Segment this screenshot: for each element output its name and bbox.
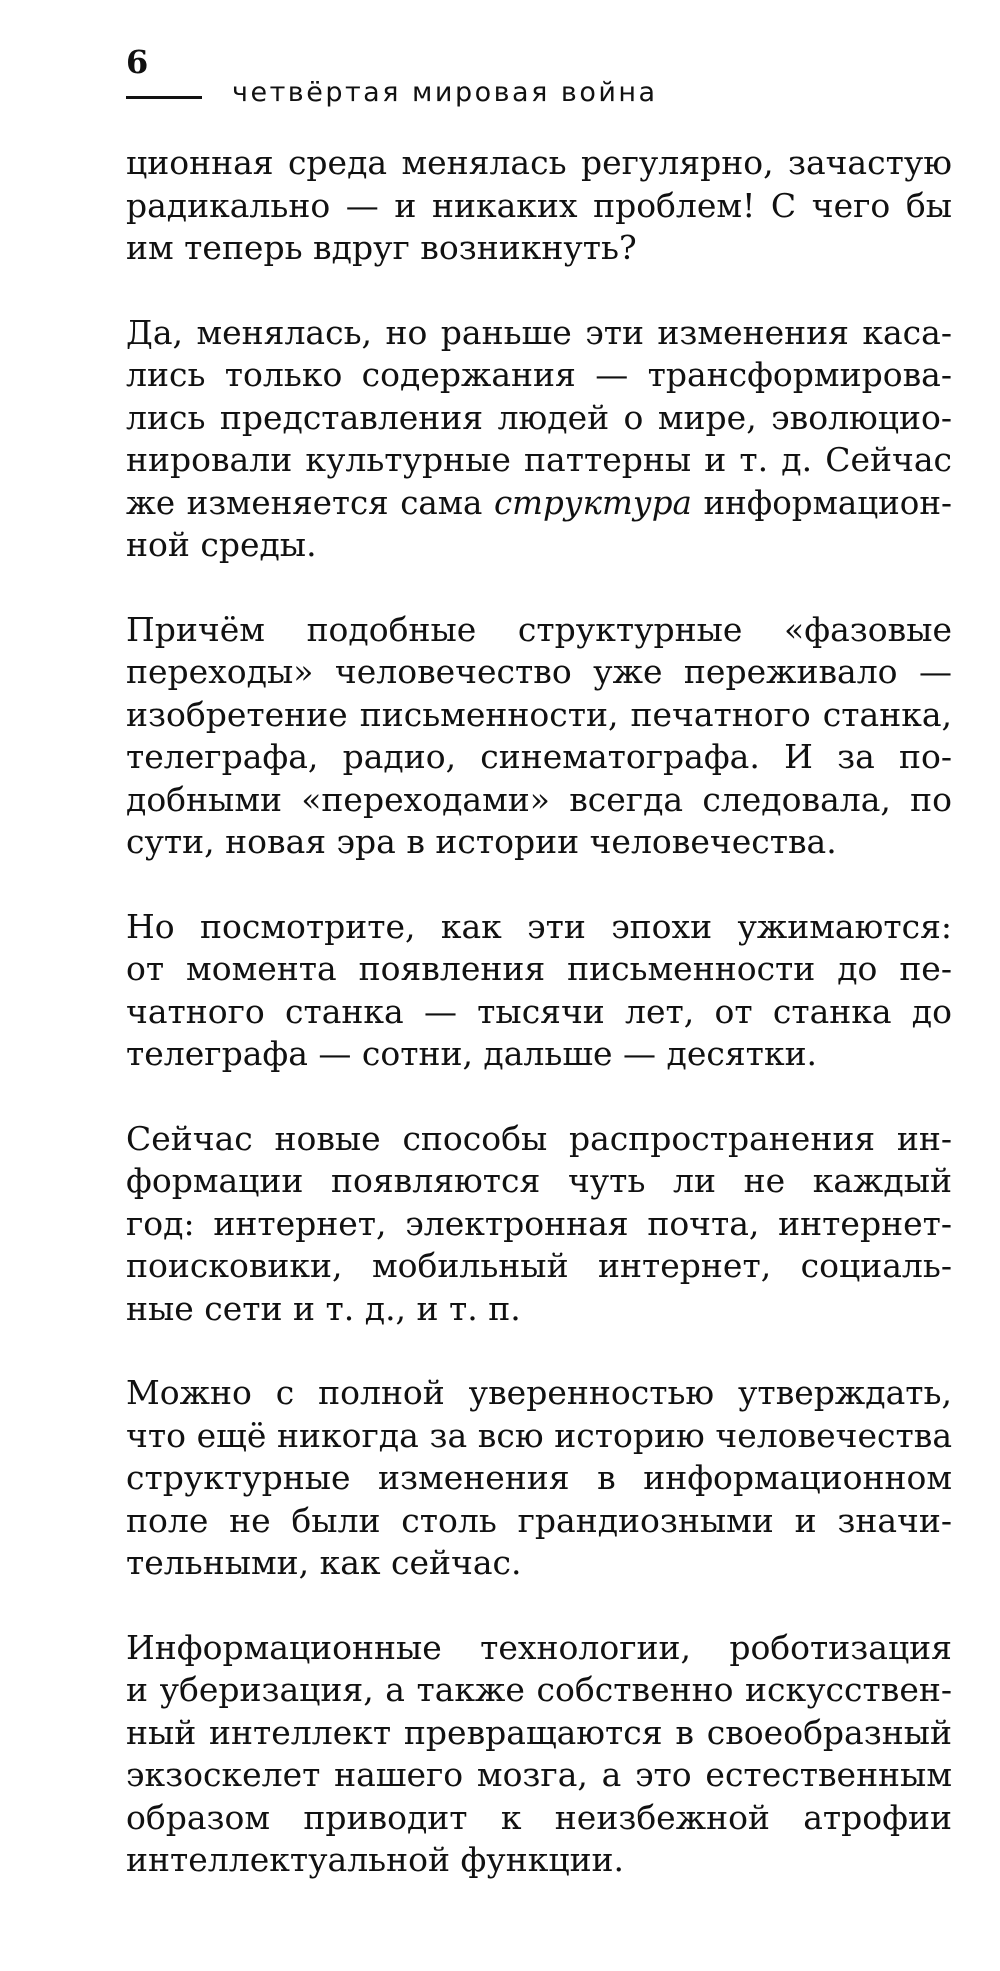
text-line: интеллектуальной функции.: [126, 1840, 625, 1879]
text-line: Да, менялась, но раньше эти изменения каса-: [126, 312, 952, 352]
text-line: что ещё никогда за всю историю человечества: [126, 1415, 952, 1455]
page-header: [126, 44, 886, 114]
paragraph-2: [126, 312, 952, 567]
text-line: Информационные технологии, роботизация: [126, 1627, 952, 1667]
text-fragment: же изменяется сама: [126, 483, 494, 522]
text-line: поисковики, мобильный интернет, социаль-: [126, 1246, 952, 1285]
text-line: переходы» человечество уже переживало —: [126, 652, 952, 691]
paragraph-1: [126, 142, 952, 270]
text-line: телеграфа, радио, синематографа. И за по-: [126, 737, 952, 776]
text-line: от момента появления письменности до пе-: [126, 949, 952, 988]
paragraph-3: [126, 609, 952, 864]
text-line: добными «переходами» всегда следовала, по: [126, 779, 952, 819]
text-line: Можно с полной уверенностью утверждать,: [126, 1373, 952, 1412]
text-line: лись представления людей о мире, эволюцио-: [126, 397, 952, 437]
text-line: формации появляются чуть ли не каждый: [126, 1161, 952, 1200]
text-line: изобретение письменности, печатного станка,: [126, 694, 952, 734]
paragraph-7: [126, 1627, 952, 1882]
text-line: Причём подобные структурные «фазовые: [126, 609, 952, 649]
text-line-mixed: [126, 482, 952, 525]
paragraph-5: [126, 1118, 952, 1331]
paragraph-6: [126, 1372, 952, 1585]
text-line: Но посмотрите, как эти эпохи ужимаются:: [126, 906, 952, 946]
text-line: поле не были столь грандиозными и значи-: [126, 1500, 952, 1540]
text-line: телеграфа — сотни, дальше — десятки.: [126, 1034, 818, 1073]
text-line: образом приводит к неизбежной атрофии: [126, 1797, 952, 1837]
header-rule: [126, 96, 202, 99]
text-fragment: информацион-: [691, 483, 953, 522]
italic-emphasis: структура: [493, 483, 692, 522]
text-line: радикально — и никаких проблем! С чего бы: [126, 185, 952, 225]
text-line: и уберизация, а также собственно искусствен-: [126, 1670, 952, 1709]
page-number: 6: [126, 43, 149, 81]
text-line: ный интеллект превращаются в своеобразный: [126, 1712, 952, 1752]
text-line: чатного станка — тысячи лет, от станка до: [126, 991, 952, 1031]
text-line: год: интернет, электронная почта, интернет-: [126, 1203, 952, 1243]
text-line: ные сети и т. д., и т. п.: [126, 1288, 521, 1328]
text-line: ной среды.: [126, 525, 317, 564]
text-line: Сейчас новые способы распространения ин-: [126, 1118, 952, 1158]
text-line: им теперь вдруг возникнуть?: [126, 228, 637, 267]
text-line: ционная среда менялась регулярно, зачастую: [126, 143, 952, 182]
text-line: экзоскелет нашего мозга, а это естественным: [126, 1755, 952, 1794]
paragraph-4: [126, 906, 952, 1076]
body-text: [126, 142, 952, 1924]
text-line: тельными, как сейчас.: [126, 1543, 522, 1582]
text-line: сути, новая эра в истории человечества.: [126, 822, 837, 861]
running-title: четвёртая мировая война: [232, 77, 658, 108]
text-line: структурные изменения в информационном: [126, 1458, 952, 1497]
text-line: нировали культурные паттерны и т. д. Сейчас: [126, 440, 952, 479]
text-line: лись только содержания — трансформирова-: [126, 355, 952, 394]
